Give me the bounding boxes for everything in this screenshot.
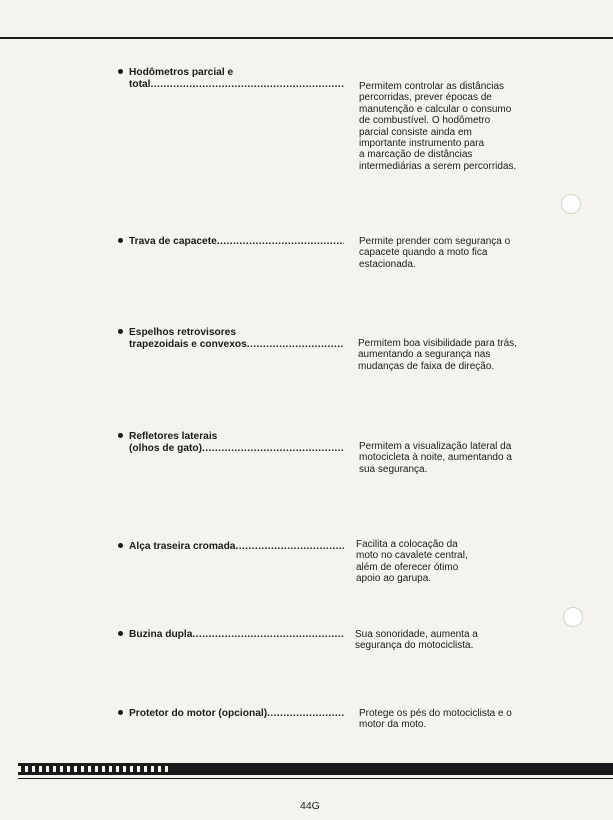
term-line: (olhos de gato) — [129, 442, 203, 454]
bullet-icon — [118, 631, 123, 636]
dot-leader — [247, 339, 344, 351]
desc-line: estacionada. — [359, 258, 416, 270]
term-line: Alça traseira cromada — [129, 541, 236, 552]
desc-line: segurança do motociclista. — [355, 640, 474, 652]
feature-term — [129, 67, 344, 90]
desc-line: sua segurança. — [359, 463, 428, 475]
page-number: 44G — [300, 800, 320, 812]
term-line: Refletores laterais — [129, 431, 218, 442]
dot-leader — [267, 708, 344, 720]
desc-line: Facilita a colocação da — [356, 539, 458, 550]
bullet-icon — [118, 69, 123, 74]
desc-line: de combustível. O hodômetro — [359, 115, 491, 127]
desc-line: mudanças de faixa de direção. — [358, 360, 495, 372]
desc-line: Permite prender com segurança o — [359, 236, 511, 247]
dot-leader — [192, 629, 344, 641]
desc-line: Permitem controlar as distâncias — [359, 81, 505, 92]
term-line: Espelhos retrovisores — [129, 327, 237, 338]
term-line: total — [129, 78, 151, 90]
desc-line: aumentando a segurança nas — [358, 349, 491, 361]
desc-line: percorridas, prever épocas de — [359, 92, 492, 104]
desc-line: manutenção e calcular o consumo — [359, 103, 512, 115]
feature-term — [129, 629, 344, 641]
desc-line: motocicleta à noite, aumentando a — [359, 452, 512, 464]
desc-line: Sua sonoridade, aumenta a — [355, 629, 478, 640]
desc-line: moto no cavalete central, — [356, 550, 468, 562]
dot-leader — [202, 443, 344, 455]
dot-leader — [235, 541, 344, 553]
desc-line: a marcação de distâncias — [359, 149, 473, 161]
feature-description — [359, 441, 539, 475]
feature-description — [356, 539, 536, 585]
dot-leader — [217, 236, 344, 248]
desc-line: intermediárias a serem percorridas. — [359, 160, 517, 172]
desc-line: importante instrumento para — [359, 138, 485, 150]
feature-term — [129, 541, 344, 553]
dot-leader — [151, 79, 344, 91]
desc-line: Permitem a visualização lateral da — [359, 441, 512, 452]
binder-hole-icon — [563, 607, 583, 627]
striped-logo-icon — [18, 766, 168, 772]
feature-term — [129, 236, 344, 248]
term-line: Protetor do motor (opcional) — [129, 708, 268, 719]
desc-line: Permitem boa visibilidade para trás, — [358, 338, 517, 349]
desc-line: Protege os pés do motociclista e o — [359, 708, 512, 719]
bullet-icon — [118, 710, 123, 715]
term-line: Trava de capacete — [129, 236, 217, 247]
feature-description — [359, 236, 539, 270]
term-line: Hodômetros parcial e — [129, 67, 234, 78]
bullet-icon — [118, 238, 123, 243]
desc-line: apoio ao garupa. — [356, 573, 432, 585]
feature-description — [355, 629, 535, 652]
desc-line: motor da moto. — [359, 719, 427, 731]
bullet-icon — [118, 433, 123, 438]
footer-rule — [18, 778, 613, 779]
desc-line: capacete quando a moto fica — [359, 247, 488, 259]
bullet-icon — [118, 329, 123, 334]
feature-term — [129, 708, 344, 720]
feature-term — [129, 431, 344, 454]
term-line: trapezoidais e convexos — [129, 338, 247, 350]
term-line: Buzina dupla — [129, 629, 193, 640]
bullet-icon — [118, 543, 123, 548]
desc-line: além de oferecer ótimo — [356, 561, 459, 573]
feature-description — [358, 338, 538, 372]
feature-term — [129, 327, 344, 350]
desc-line: parcial consiste ainda em — [359, 126, 472, 138]
footer-logo-band — [18, 763, 613, 775]
top-rule — [0, 37, 613, 39]
binder-hole-icon — [561, 194, 581, 214]
feature-description — [359, 81, 539, 172]
feature-description — [359, 708, 539, 731]
